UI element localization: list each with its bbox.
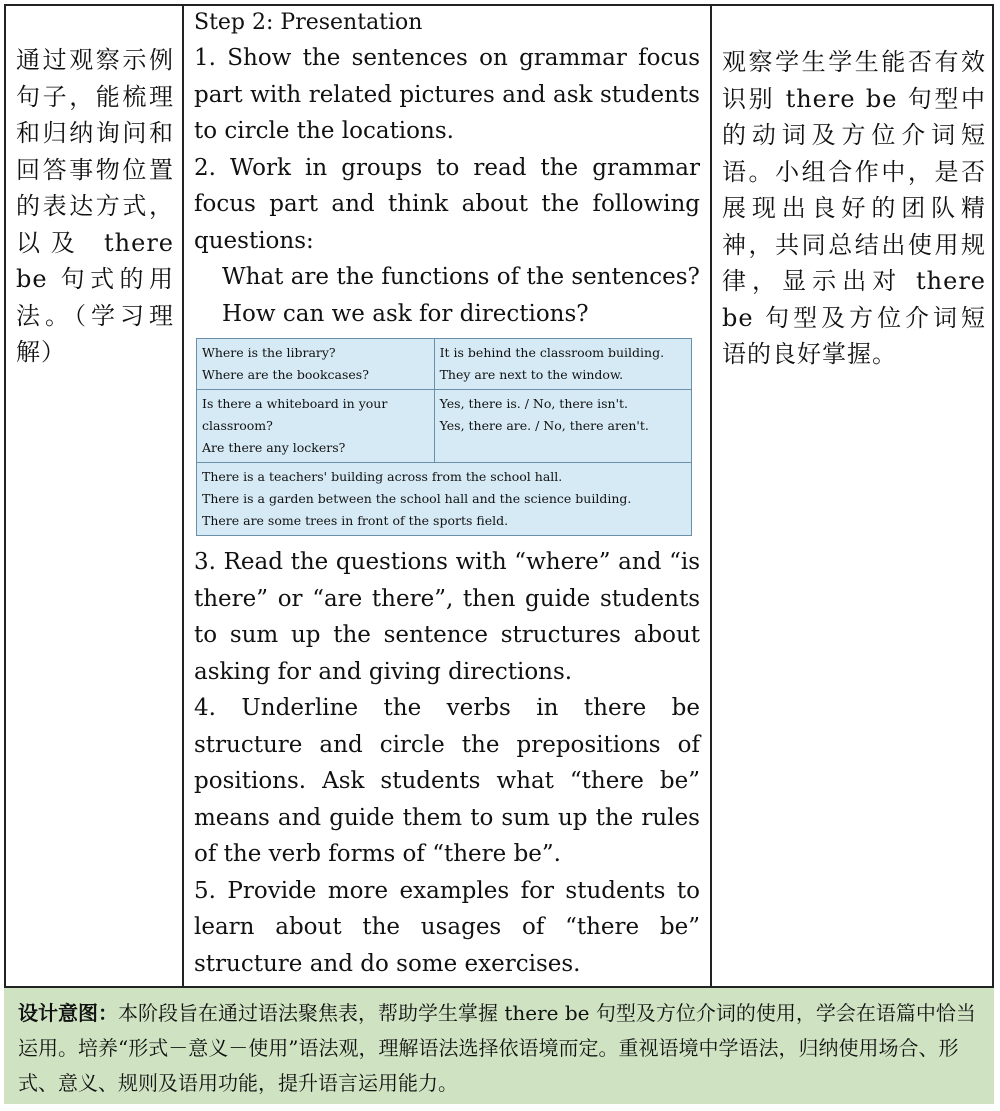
table-line: Where are the bookcases? [202, 367, 369, 382]
table-line: There is a teachers' building across from the school hall. [202, 469, 563, 484]
question-1: What are the functions of the sentences? [222, 264, 700, 290]
table-line: There is a garden between the school hall and the science building. [202, 491, 632, 506]
step-title: Step 2: Presentation [194, 10, 423, 35]
table-row [197, 390, 692, 463]
table-row [197, 339, 692, 390]
table-line: Yes, there are. / No, there aren't. [439, 418, 649, 433]
table-cell [197, 390, 435, 463]
activity-item-5: 5. Provide more examples for students to learn about the usages of “there be” structure and do some exercises. [194, 877, 700, 977]
table-cell [197, 339, 435, 390]
objective-text: 通过观察示例句子，能梳理和归纳询问和回答事物位置的表达方式，以及 there be 句式的用法。（学习理解） [16, 46, 174, 366]
table-cell [434, 339, 691, 390]
table-line: It is behind the classroom building. [439, 345, 665, 360]
activity-item-3: 3. Read the questions with “where” and “is there” or “are there”, then guide students to sum up the sentence structures about asking for and giving directions. [194, 549, 700, 685]
table-line: There are some trees in front of the sports field. [202, 513, 509, 528]
design-intent-label: 设计意图： [18, 1001, 118, 1025]
objective-column [4, 4, 184, 988]
table-line: Where is the library? [202, 345, 336, 360]
design-intent-text: 本阶段旨在通过语法聚焦表，帮助学生掌握 there be 句型及方位介词的使用，学会在语篇中恰当运用。培养“形式－意义－使用”语法观，理解语法选择依语境而定。重视语境中学语法，归纳使用场合、形式、意义、规则及语用功能，提升语言运用能力。 [18, 1001, 976, 1095]
assessment-column [712, 4, 994, 988]
assessment-text: 观察学生学生能否有效识别 there be 句型中的动词及方位介词短语。小组合作中，是否展现出良好的团队精神，共同总结出使用规律，显示出对 there be 句型及方位介词短语的良好掌握。 [722, 48, 986, 368]
question-2: How can we ask for directions? [222, 300, 589, 327]
activity-column [184, 4, 712, 988]
table-row [197, 463, 692, 536]
activity-item-1: 1. Show the sentences on grammar focus part with related pictures and ask students to circle the locations. [194, 45, 700, 144]
table-line: They are next to the window. [439, 367, 624, 382]
table-cell [197, 463, 692, 536]
table-line: Is there a whiteboard in your classroom? [202, 396, 388, 433]
activity-item-4: 4. Underline the verbs in there be structure and circle the prepositions of positions. Ask students what “there be” means and guide them to sum up the rules of the verb forms of “there be”. [194, 695, 700, 867]
design-intent-box [4, 986, 994, 1104]
grammar-focus-table [196, 338, 692, 536]
table-line: Are there any lockers? [202, 440, 346, 455]
activity-item-2: 2. Work in groups to read the grammar focus part and think about the following questions: [194, 154, 700, 254]
table-cell [434, 390, 691, 463]
table-line: Yes, there is. / No, there isn't. [439, 396, 629, 411]
